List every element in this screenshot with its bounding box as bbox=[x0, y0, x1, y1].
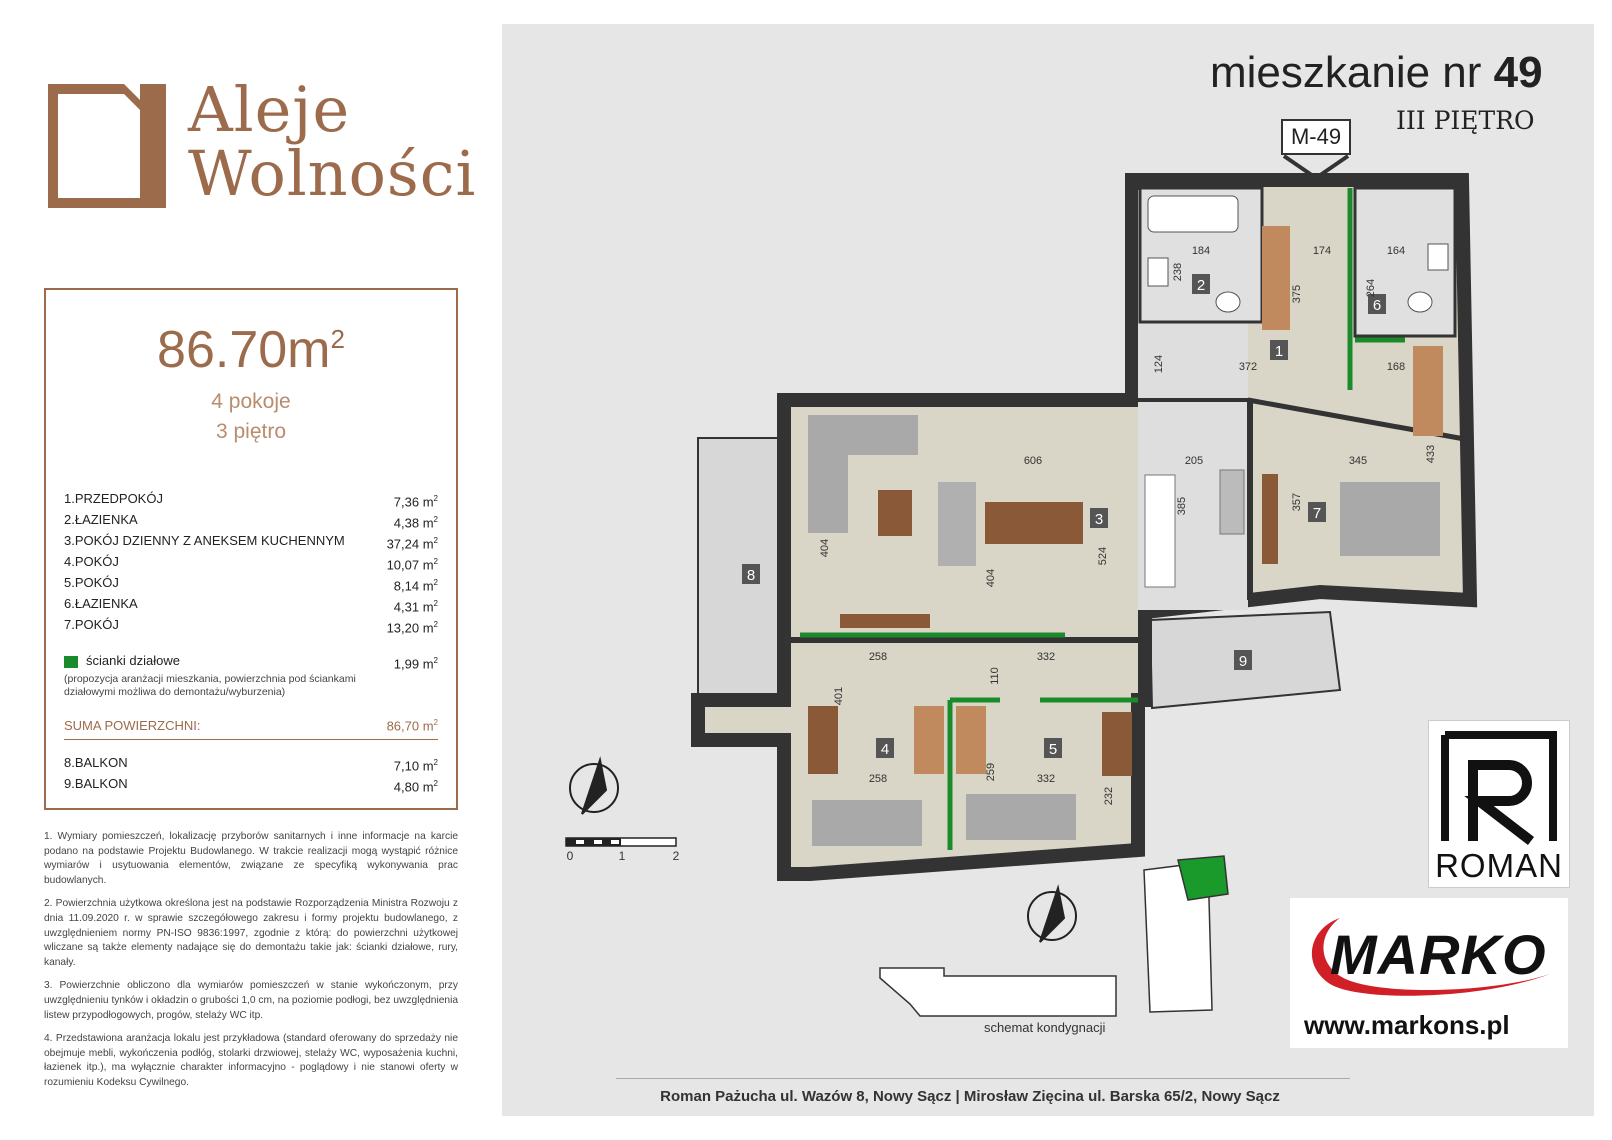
room-number: 8 bbox=[746, 567, 756, 584]
room-row: 2.ŁAZIENKA 4,38 $m^2$ bbox=[64, 512, 438, 531]
north-arrow-icon bbox=[570, 760, 618, 814]
north-arrow-icon bbox=[1028, 888, 1076, 942]
svg-text:0: 0 bbox=[566, 849, 574, 863]
brand-name: Aleje Wolności bbox=[188, 73, 477, 210]
balcony-list bbox=[64, 752, 438, 794]
room-row: 3.POKÓJ DZIENNY Z ANEKSEM KUCHENNYM 37,24 $m^2$ bbox=[64, 533, 438, 552]
toilet-icon bbox=[1408, 292, 1432, 312]
room-row: 5.POKÓJ 8,14 $m^2$ bbox=[64, 575, 438, 594]
dimension-label: 174 bbox=[1312, 245, 1332, 257]
dimension-label: 385 bbox=[1176, 496, 1188, 516]
armchair-icon bbox=[938, 482, 976, 566]
footer-divider bbox=[616, 1078, 1350, 1079]
bathtub-icon bbox=[1148, 196, 1238, 232]
roman-logo: ROMAN bbox=[1428, 720, 1570, 888]
dimension-label: 524 bbox=[1097, 546, 1109, 566]
scale-bar bbox=[566, 838, 680, 863]
room-number: 9 bbox=[1238, 653, 1248, 670]
apartment-title: mieszkanie nr 49 bbox=[1210, 48, 1543, 97]
dimension-label: 357 bbox=[1291, 492, 1303, 512]
schema-label: schemat kondygnacji bbox=[984, 1020, 1106, 1035]
partition-legend: ścianki działowe 1,99 $m^2$ (propozycja aranżacji mieszkania, powierzchnia pod ściankami działowymi możliwa do demontażu/wyburzenia) bbox=[64, 653, 438, 698]
dimension-label: 264 bbox=[1365, 278, 1377, 298]
counter-icon bbox=[1145, 475, 1175, 587]
partition-swatch bbox=[64, 656, 78, 668]
dimension-label: 232 bbox=[1103, 786, 1115, 806]
dimension-label: 606 bbox=[1023, 455, 1043, 467]
dimension-label: 375 bbox=[1291, 284, 1303, 304]
tv-stand-icon bbox=[840, 614, 930, 628]
dimension-label: 433 bbox=[1425, 444, 1437, 464]
room-list bbox=[64, 488, 438, 635]
note-1: 1. Wymiary pomieszczeń, lokalizację przyborów sanitarnych i inne informacje na karcie podano na podstawie Projektu Budowlanego. W trakcie realizacji mogą wystąpić różnice wymiarów i usytuowania elementów, związane ze specyfiką wykonywania prac budowlanych. bbox=[44, 831, 458, 886]
building-schema bbox=[880, 856, 1228, 1016]
note-3: 3. Powierzchnie obliczono dla wymiarów pomieszczeń w stanie wykończonym, przy uwzględnieniu tynków i okładzin o grubości 1,0 cm, na poziomie podłogi, bez uwzględnienia listew przypodłogowych, progów, stelaży WC itp. bbox=[44, 980, 458, 1021]
footnotes bbox=[44, 830, 458, 1100]
bed-icon bbox=[1340, 482, 1440, 556]
dimension-label: 110 bbox=[989, 667, 1001, 685]
room-number: 7 bbox=[1312, 505, 1322, 522]
room-number: 4 bbox=[880, 741, 890, 758]
desk-icon bbox=[808, 706, 838, 774]
rooms-count: 4 pokoje bbox=[211, 390, 291, 413]
desk-icon bbox=[1262, 474, 1278, 564]
marko-url: www.markons.pl bbox=[1304, 1010, 1510, 1040]
room-row: 6.ŁAZIENKA 4,31 $m^2$ bbox=[64, 596, 438, 615]
room-number: 1 bbox=[1274, 343, 1284, 360]
unit-tag-text: M-49 bbox=[1290, 124, 1342, 149]
legend-note: (propozycja aranżacji mieszkania, powierzchnia pod ściankami działowymi możliwa do demontażu/wyburzenia) bbox=[64, 673, 356, 698]
wardrobe-icon bbox=[1262, 226, 1290, 330]
dimension-label: 238 bbox=[1172, 262, 1184, 282]
room-number: 6 bbox=[1372, 297, 1382, 314]
room-number: 3 bbox=[1094, 511, 1104, 528]
dimension-label: 401 bbox=[833, 686, 845, 706]
floor-label: III PIĘTRO bbox=[1396, 106, 1535, 135]
toilet-icon bbox=[1216, 292, 1240, 312]
dimension-label: 332 bbox=[1036, 651, 1056, 663]
total-area: $86.70m^2$ bbox=[157, 321, 345, 379]
note-2: 2. Powierzchnia użytkowa określona jest na podstawie Rozporządzenia Ministra Rozwoju z dnia 11.09.2020 r. w sprawie szczegółowego zakresu i formy projektu budowlanego, z uwzględnieniem normy PN-ISO 9836:1997, zgodnie z którą: do powierzchni użytkowej wliczane są także elementy nadające się do demontażu takie jak: ścianki działowe, rury, kanały. bbox=[44, 898, 458, 968]
sink-icon bbox=[1428, 244, 1448, 270]
bed-icon bbox=[966, 794, 1076, 840]
marko-logo: MARKO www.markons.pl bbox=[1290, 898, 1568, 1048]
svg-text:1: 1 bbox=[618, 849, 626, 863]
room-row: 7.POKÓJ 13,20 $m^2$ bbox=[64, 617, 438, 636]
desk-icon bbox=[1102, 712, 1132, 776]
aleje-logo-mark bbox=[44, 80, 170, 212]
dimension-label: 164 bbox=[1386, 245, 1406, 257]
summary-card bbox=[44, 288, 458, 810]
note-4: 4. Przedstawiona aranżacja lokalu jest przykładowa (standard oferowany do sprzedaży nie obejmuje mebli, wykończenia podłóg, stolarki drzwiowej, stelaży WC, wyposażenia kuchni, łazienek itp.), ma wyłącznie charakter informacyjno - poglądowy i nie stanowi oferty w rozumieniu Kodeksu Cywilnego. bbox=[44, 1033, 458, 1088]
dimension-label: 372 bbox=[1238, 361, 1258, 373]
stove-icon bbox=[1220, 470, 1244, 534]
wardrobe-icon bbox=[914, 706, 944, 774]
area-sum: SUMA POWIERZCHNI: 86,70 $m^2$ bbox=[64, 718, 438, 740]
footer-contacts: Roman Pażucha ul. Wazów 8, Nowy Sącz | Mirosław Zięcina ul. Barska 65/2, Nowy Sącz bbox=[660, 1088, 1280, 1105]
floor-level: 3 piętro bbox=[215, 420, 287, 443]
room-row: 4.POKÓJ 10,07 $m^2$ bbox=[64, 554, 438, 573]
dimension-label: 205 bbox=[1184, 455, 1204, 467]
wardrobe-icon bbox=[956, 706, 986, 774]
sink-icon bbox=[1148, 258, 1168, 286]
dimension-label: 332 bbox=[1036, 773, 1056, 785]
dimension-label: 258 bbox=[868, 773, 888, 785]
dimension-label: 124 bbox=[1153, 354, 1165, 374]
dimension-label: 168 bbox=[1386, 361, 1406, 373]
bed-icon bbox=[812, 800, 922, 846]
dimension-label: 184 bbox=[1191, 245, 1211, 257]
balcony-row: 8.BALKON 7,10 $m^2$ bbox=[64, 755, 438, 774]
dimension-label: 404 bbox=[985, 568, 997, 588]
room-row: 1.PRZEDPOKÓJ 7,36 $m^2$ bbox=[64, 491, 438, 510]
dimension-label: 404 bbox=[819, 538, 831, 558]
balcony-row: 9.BALKON 4,80 $m^2$ bbox=[64, 776, 438, 795]
table-icon bbox=[878, 490, 912, 536]
wardrobe-icon bbox=[1413, 346, 1443, 436]
svg-text:2: 2 bbox=[672, 849, 680, 863]
dimension-label: 259 bbox=[985, 762, 997, 782]
room-number: 5 bbox=[1048, 741, 1058, 758]
dimension-label: 258 bbox=[868, 651, 888, 663]
room-number: 2 bbox=[1196, 277, 1206, 294]
dining-table-icon bbox=[985, 502, 1083, 544]
dimension-label: 345 bbox=[1348, 455, 1368, 467]
